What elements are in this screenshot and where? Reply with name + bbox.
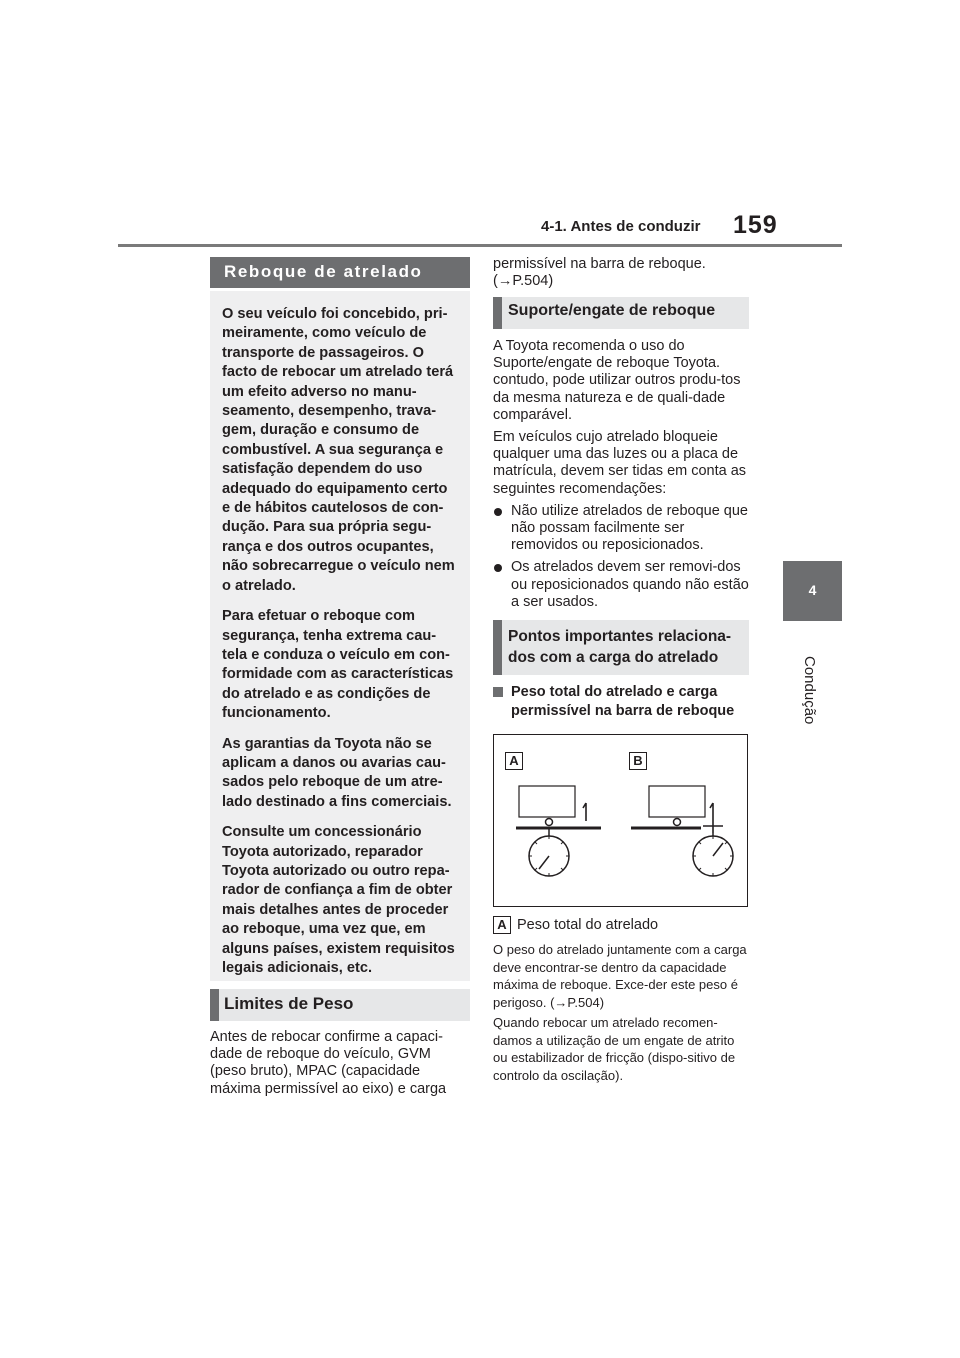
heading-trailer-load: Pontos importantes relaciona-dos com a carga do atrelado (493, 620, 749, 675)
trailer-weight-diagram (493, 734, 748, 907)
continued-text: permissível na barra de reboque. (→P.504) (493, 256, 706, 290)
bullet-dot-icon (494, 564, 502, 572)
diagram-label-a: A (505, 752, 523, 770)
diagram-label-b: B (629, 752, 647, 770)
caption-tag: A (493, 916, 511, 934)
intro-paragraph: As garantias da Toyota não se aplicam a danos ou avarias cau-sados pelo reboque de um atre-lado destinado a fins comerciais. (222, 735, 452, 810)
square-bullet-icon (493, 687, 503, 697)
intro-box (210, 291, 470, 981)
note-paragraph: Quando rebocar um atrelado recomen-damos a utilização de um engate de atrito ou estabilizador de fricção (dispo-sitivo de controlo da oscilação). (493, 1015, 736, 1083)
running-header-section: 4-1. Antes de conduzir (541, 218, 701, 235)
page-number: 159 (733, 211, 778, 239)
header-rule (118, 244, 842, 247)
chapter-label: Condução (801, 656, 818, 725)
weight-limits-text: Antes de rebocar confirme a capaci-dade de reboque do veículo, GVM (peso bruto), MPAC (capacidade máxima permissível ao eixo) e carga (210, 1029, 447, 1097)
diagram-caption-a: A Peso total do atrelado (493, 916, 658, 934)
chapter-number: 4 (808, 582, 817, 598)
intro-paragraph: Consulte um concessionário Toyota autorizado, reparador Toyota autorizado ou outro repa-rador de confiança a fim de obter mais detalhes antes de proceder ao reboque, uma vez que, em alguns países, existem requisitos legais adicionais, etc. (222, 824, 455, 976)
note-paragraph: O peso do atrelado juntamente com a carga deve encontrar-se dentro da capacidade máxima de reboque. Exce-der este peso é perigoso. (→P.504) (493, 942, 747, 1010)
diagram-notes (493, 941, 749, 1087)
intro-paragraph: O seu veículo foi concebido, pri-meiramente, como veículo de transporte de passageiros. O facto de rebocar um atrelado terá um efeito adverso no manu-seamento, desempenho, trava-gem, duração e consumo de combustível. A sua segurança e satisfação dependem do uso adequado do equipamento certo e de hábitos cautelosos de con-dução. Para sua própria segu-rança e dos outros ocupantes, não sobrecarregue o veículo nem o atrelado. (222, 306, 455, 594)
heading-trailer-towing: Reboque de atrelado (210, 257, 470, 288)
chapter-tab (783, 561, 842, 621)
hitch-paragraph: A Toyota recomenda o uso do Suporte/engate de reboque Toyota. contudo, pode utilizar outros produ-tos da mesma natureza e de quali-dade comparável. (493, 338, 741, 423)
hitch-text (493, 338, 749, 616)
subheading-total-weight: Peso total do atrelado e carga permissível na barra de reboque (493, 683, 767, 721)
scale-illustration (494, 735, 747, 906)
intro-paragraph: Para efetuar o reboque com segurança, tenha extrema cau-tela e conduza o veículo em con-formidade com as características do atrelado e as condições de funcionamento. (222, 608, 454, 722)
heading-weight-limits: Limites de Peso (210, 989, 470, 1021)
bullet-item: Não utilize atrelados de reboque que não possam facilmente ser removidos ou reposicionados. (493, 503, 749, 555)
hitch-paragraph: Em veículos cujo atrelado bloqueie qualquer uma das luzes ou a placa de matrícula, devem ser tidas em conta as seguintes recomendações: (493, 429, 747, 497)
bullet-item: Os atrelados devem ser removi-dos ou reposicionados quando não estão a ser usados. (493, 559, 749, 611)
heading-towing-hitch: Suporte/engate de reboque (493, 297, 749, 329)
bullet-dot-icon (494, 508, 502, 516)
